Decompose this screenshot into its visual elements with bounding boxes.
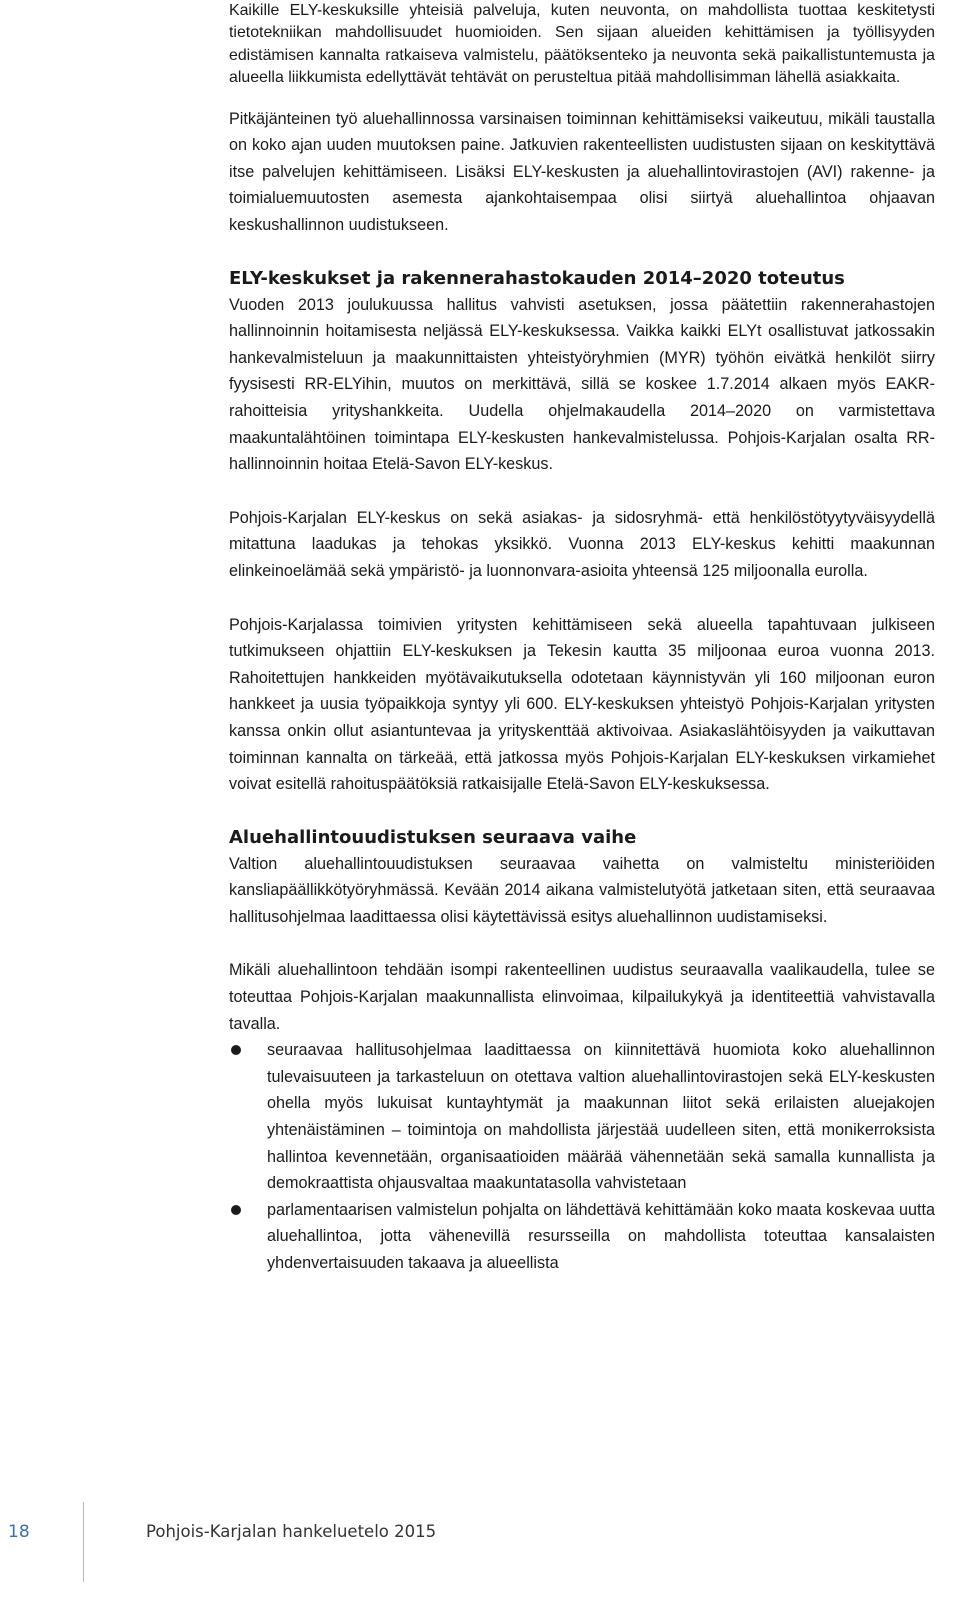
paragraph-5: Pohjois-Karjalassa toimivien yritysten kehittämiseen sekä alueella tapahtuvaan julkiseen tutkimukseen ohjattiin ELY-keskuksen ja Tekesin kautta 35 miljoonaa euroa vuonna 2013. Rahoitettujen hankkeiden myötävaikutuksella odotetaan käynnistyvän yli 160 miljoonan euron hankkeet ja uusia työpaikkoja syntyy yli 600. ELY-keskuksen yhteistyö Pohjois-Karjalan yritysten kanssa onkin ollut asiantuntevaa ja yrityskenttää aktivoivaa. Asiakaslähtöisyyden ja vaikuttavan toiminnan kannalta on tärkeää, että jatkossa myös Pohjois-Karjalan ELY-keskuksen virkamiehet voivat esitellä rahoituspäätöksiä ratkaisijalle Etelä-Savon ELY-keskuksessa. [229,615,935,794]
page-number: 18 [8,1522,30,1542]
paragraph-1: Kaikille ELY-keskuksille yhteisiä palveluja, kuten neuvonta, on mahdollista tuottaa keskitetysti tietotekniikan mahdollisuudet huomioiden. Sen sijaan alueiden kehittämisen ja työllisyyden edistämisen kannalta ratkaiseva valmistelu, päätöksenteko ja neuvonta sekä paikallistuntemusta ja alueella liikkumista edellyttävät tehtävät on perusteltua pitää mahdollisimman lähellä asiakkaita. [229,2,935,87]
list-item-text: seuraavaa hallitusohjelmaa laadittaessa on kiinnitettävä huomiota koko aluehallinnon tulevaisuuteen ja tarkasteluun on otettava valtion aluehallintovirastojen sekä ELY-keskusten ohella myös lukuisat kuntayhtymät ja maakunnan liitot sekä erilaisten aluejakojen yhtenäistäminen – toimintoja on mahdollista järjestää uudelleen siten, että monikerroksista hallintoa kevennetään, organisaatioiden määrää vähennetään sekä samalla kunnallista ja demokraattista ohjausvaltaa maakuntatasolla vahvistetaan [267,1041,935,1193]
text-column [229,0,935,1277]
bullet-list [229,1037,935,1276]
list-item [229,1037,935,1197]
bullet-dot-icon [231,1205,241,1215]
paragraph-6: Valtion aluehallintouudistuksen seuraavaa vaihetta on valmisteltu ministeriöiden kansliapäällikkötyöryhmässä. Kevään 2014 aikana valmistelutyötä jatketaan siten, että seuraavaa hallitusohjelmaa laadittaessa olisi käytettävissä esitys aluehallinnon uudistamiseksi. [229,854,935,926]
paragraph-7: Mikäli aluehallintoon tehdään isompi rakenteellinen uudistus seuraavalla vaalikaudella, tulee se toteuttaa Pohjois-Karjalan maakunnallista elinvoimaa, kilpailukykyä ja identiteettiä vahvistavalla tavalla. [229,961,935,1033]
list-item-text: parlamentaarisen valmistelun pohjalta on lähdettävä kehittämään koko maata koskevaa uutta aluehallintoa, jotta vähenevillä resursseilla on mahdollista toteuttaa kansalaisten yhdenvertaisuuden takaava ja alueellista [267,1200,935,1272]
paragraph-3: Vuoden 2013 joulukuussa hallitus vahvisti asetuksen, jossa päätettiin rakennerahastojen hallinnoinnin hoitamisesta neljässä ELY-keskuksessa. Vaikka kaikki ELYt osallistuvat jatkossakin hankevalmisteluun ja maakunnittaisten yhteistyöryhmien (MYR) työhön eivätkä henkilöt siirry fyysisesti RR-ELYihin, muutos on merkittävä, sillä se koskee 1.7.2014 alkaen myös EAKR-rahoitteisia yrityshankkeita. Uudella ohjelmakaudella 2014–2020 on varmistettava maakuntalähtöinen toimintapa ELY-keskusten hankevalmistelussa. Pohjois-Karjalan osalta RR-hallinnoinnin hoitaa Etelä-Savon ELY-keskus. [229,295,935,474]
list-item [229,1197,935,1277]
publication-title: Pohjois-Karjalan hankeluetelo 2015 [146,1522,437,1541]
section-heading-aluehallinto: Aluehallintouudistuksen seuraava vaihe [229,826,637,848]
footer-divider [83,1502,84,1582]
paragraph-2: Pitkäjänteinen työ aluehallinnossa varsinaisen toiminnan kehittämiseksi vaikeutuu, mikäli taustalla on koko ajan uuden muutoksen paine. Jatkuvien rakenteellisten uudistusten sijaan on keskityttävä itse palvelujen kehittämiseen. Lisäksi ELY-keskusten ja aluehallintovirastojen (AVI) rakenne- ja toimialuemuutosten asemesta ajankohtaisempaa olisi siirtyä aluehallintoa ohjaavan keskushallinnon uudistukseen. [229,109,935,234]
section-heading-ely: ELY-keskukset ja rakennerahastokauden 2014–2020 toteutus [229,267,845,289]
bullet-dot-icon [231,1045,241,1055]
paragraph-4: Pohjois-Karjalan ELY-keskus on sekä asiakas- ja sidosryhmä- että henkilöstötyytyväisyydellä mitattuna laadukas ja tehokas yksikkö. Vuonna 2013 ELY-keskus kehitti maakunnan elinkeinoelämää sekä ympäristö- ja luonnonvara-asioita yhteensä 125 miljoonalla eurolla. [229,508,935,580]
page-footer [0,1502,960,1582]
